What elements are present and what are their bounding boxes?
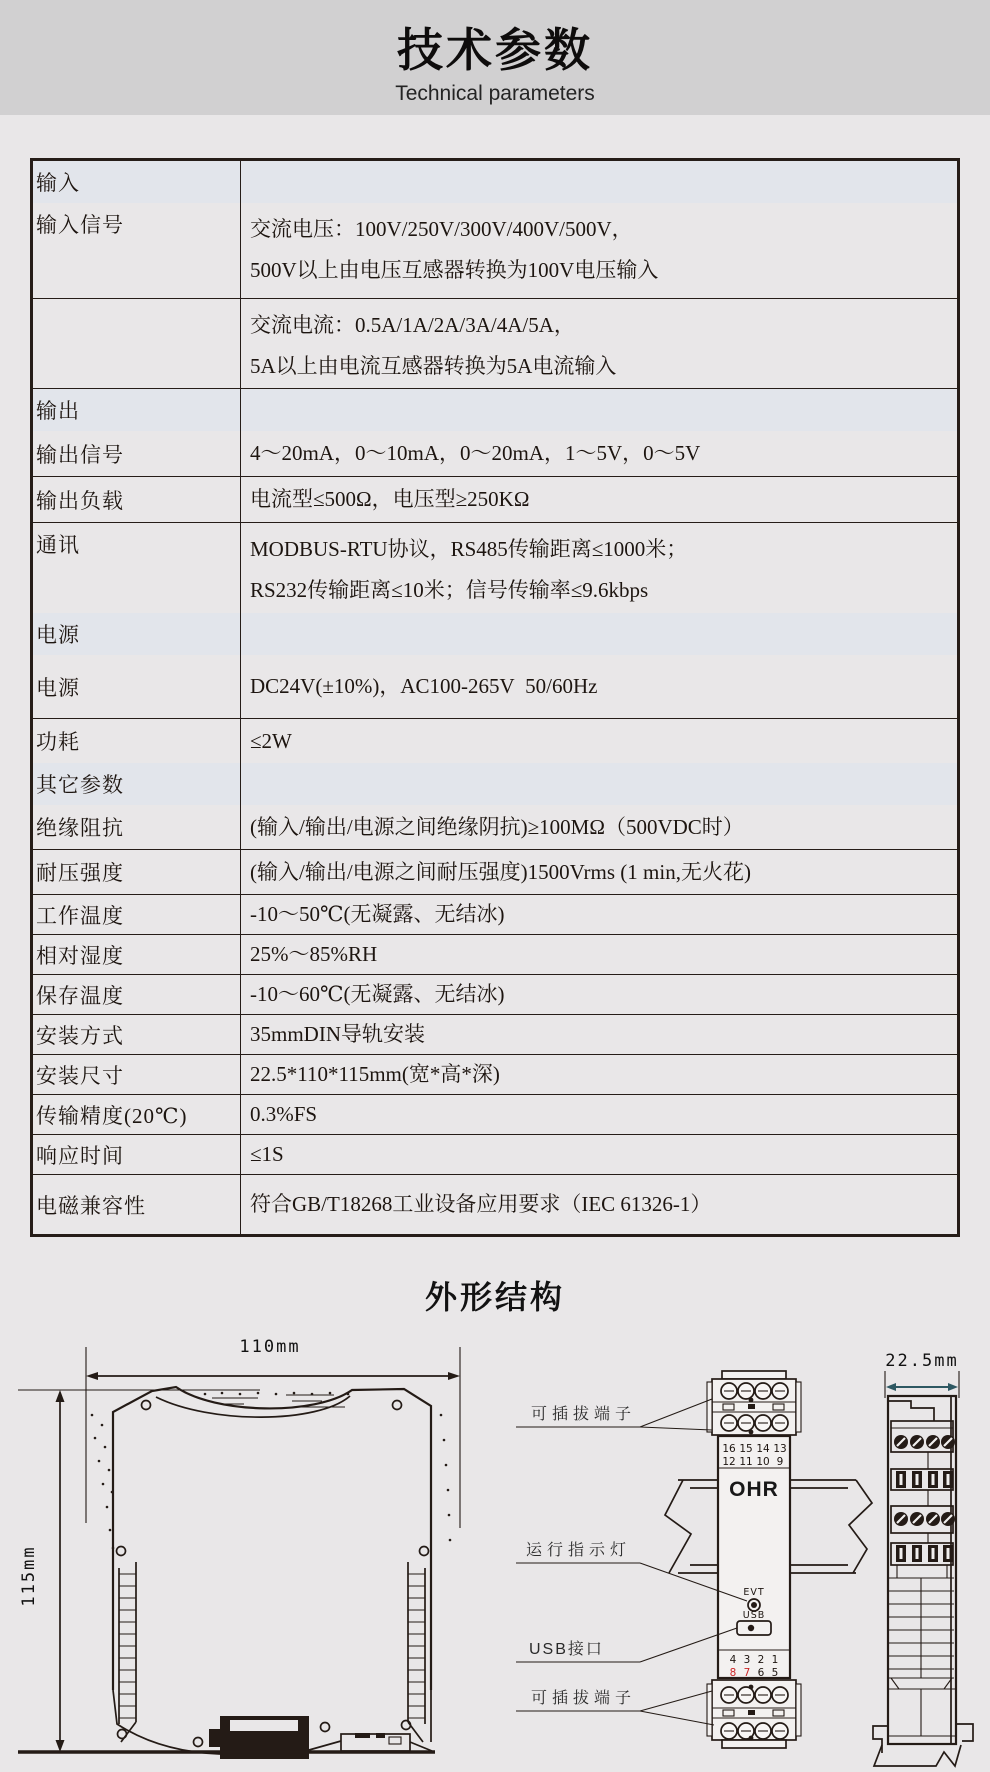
spec-data-row — [33, 477, 957, 523]
profile-terminal-row-1 — [891, 1421, 955, 1452]
spec-value: DC24V(±10%)，AC100-265V 50/60Hz — [250, 674, 598, 698]
terminal-number-red: 7 — [743, 1667, 751, 1679]
terminal-number: 14 — [756, 1443, 770, 1455]
spec-data-row — [33, 1135, 957, 1175]
dimension-arrow-left-icon — [86, 1372, 98, 1380]
left-outline-drawing — [18, 1337, 460, 1759]
spec-value: -10～50℃(无凝露、无结冰) — [250, 902, 505, 926]
width-dimension-label: 110mm — [239, 1337, 301, 1357]
spec-value: 符合GB/T18268工业设备应用要求（IEC 61326-1） — [250, 1192, 712, 1216]
header-band — [0, 0, 990, 115]
spec-data-row — [33, 975, 957, 1015]
spec-label: 安装方式 — [33, 1015, 241, 1054]
spec-data-row — [33, 655, 957, 719]
callout-pluggable-terminal-bottom — [516, 1688, 714, 1725]
vent-slots-left — [119, 1562, 136, 1742]
page-title: 技术参数 — [397, 24, 593, 76]
spec-data-row — [33, 203, 957, 299]
dimension-arrow-right-icon — [948, 1383, 958, 1391]
usb-port-label: USB — [742, 1610, 766, 1621]
spec-table — [30, 158, 960, 1237]
depth-dimension — [885, 1351, 959, 1398]
spec-value: (输入/输出/电源之间耐压强度)1500Vrms (1 min,无火花) — [250, 859, 751, 884]
spec-label — [33, 299, 241, 388]
profile-slot-row-1 — [891, 1469, 953, 1490]
spec-data-row — [33, 1015, 957, 1055]
spec-label: 电磁兼容性 — [33, 1175, 241, 1234]
spec-data-row — [33, 805, 957, 850]
spec-data-row — [33, 719, 957, 763]
spec-value — [241, 763, 957, 805]
spec-label: 相对湿度 — [33, 935, 241, 974]
spec-label: 电源 — [33, 655, 241, 718]
spec-data-row — [33, 895, 957, 935]
spec-value: MODBUS-RTU协议，RS485传输距离≤1000米； RS232传输距离≤10米；信号传输率≤9.6kbps — [250, 537, 688, 602]
spec-label: 功耗 — [33, 719, 241, 763]
dimension-arrow-up-icon — [56, 1390, 65, 1402]
terminal-number: 4 — [729, 1654, 737, 1666]
callout-label: 可插拔端子 — [531, 1406, 637, 1423]
spec-section-row — [33, 389, 957, 431]
spec-value: 22.5*110*115mm(宽*高*深) — [250, 1062, 500, 1086]
screw-holes — [117, 1401, 429, 1747]
module-front-body — [718, 1436, 790, 1678]
spec-label: 耐压强度 — [33, 850, 241, 894]
spec-value: 交流电流：0.5A/1A/2A/3A/4A/5A， 5A以上由电流互感器转换为5A电流输入 — [250, 313, 617, 378]
spec-value: ≤1S — [250, 1142, 284, 1166]
bottom-terminal-block — [707, 1680, 801, 1748]
spec-value — [241, 161, 957, 203]
callout-label: 可插拔端子 — [531, 1690, 637, 1707]
terminal-number: 5 — [771, 1667, 779, 1679]
spec-label: 输出 — [33, 389, 241, 431]
spec-value: 4～20mA，0～10mA，0～20mA，1～5V，0～5V — [250, 441, 701, 465]
terminal-number: 1 — [771, 1654, 779, 1666]
profile-terminal-row-2 — [891, 1506, 955, 1533]
evt-label: EVT — [743, 1587, 765, 1598]
height-dimension — [19, 1390, 65, 1752]
callout-pluggable-terminal-top — [516, 1399, 712, 1430]
terminal-number: 16 — [722, 1443, 736, 1455]
terminal-number: 15 — [739, 1443, 753, 1455]
spec-data-row — [33, 431, 957, 477]
bottom-right-box — [341, 1733, 410, 1751]
spec-data-row — [33, 523, 957, 613]
spec-section-row — [33, 161, 957, 203]
spec-label: 响应时间 — [33, 1135, 241, 1174]
profile-slot-row-2 — [891, 1543, 953, 1565]
height-dimension-label: 115mm — [19, 1545, 39, 1607]
spec-value: 0.3%FS — [250, 1102, 318, 1126]
callout-usb-interface — [516, 1628, 737, 1662]
module-side-outline — [18, 1387, 451, 1759]
spec-label: 通讯 — [33, 523, 241, 613]
spec-value: (输入/输出/电源之间绝缘阴抗)≥100MΩ（500VDC时） — [250, 814, 744, 839]
spec-label: 输出信号 — [33, 431, 241, 476]
terminal-number-red: 8 — [729, 1667, 737, 1679]
spec-data-row — [33, 935, 957, 975]
top-terminal-block — [707, 1371, 801, 1435]
dimension-arrow-left-icon — [886, 1383, 896, 1391]
spec-label: 传输精度(20℃) — [33, 1095, 241, 1134]
spec-data-row — [33, 1175, 957, 1234]
spec-label: 电源 — [33, 613, 241, 655]
front-view-drawing — [516, 1371, 872, 1748]
spec-label: 安装尺寸 — [33, 1055, 241, 1094]
spec-value — [241, 613, 957, 655]
terminal-number: 10 — [756, 1456, 770, 1468]
terminal-number: 3 — [743, 1654, 751, 1666]
terminal-number: 2 — [757, 1654, 765, 1666]
spec-label: 输出负载 — [33, 477, 241, 522]
spec-data-row — [33, 1055, 957, 1095]
spec-data-row — [33, 299, 957, 389]
spec-label: 输入信号 — [33, 203, 241, 298]
spec-data-row — [33, 850, 957, 895]
terminal-number: 12 — [722, 1456, 736, 1468]
depth-dimension-label: 22.5mm — [885, 1351, 959, 1371]
spec-section-row — [33, 763, 957, 805]
dimension-arrow-down-icon — [56, 1740, 65, 1752]
page-subtitle: Technical parameters — [395, 82, 595, 105]
spec-section-row — [33, 613, 957, 655]
outline-drawings — [0, 1330, 990, 1772]
side-view-drawing — [873, 1351, 973, 1766]
spec-value: 35mmDIN导轨安装 — [250, 1022, 425, 1046]
spec-label: 输入 — [33, 161, 241, 203]
terminal-number: 13 — [773, 1443, 787, 1455]
brand-logo: OHR — [729, 1478, 779, 1501]
spec-data-row — [33, 1095, 957, 1135]
callout-run-indicator — [516, 1541, 747, 1601]
spec-label: 其它参数 — [33, 763, 241, 805]
width-dimension — [18, 1337, 460, 1528]
vent-slots-right — [408, 1562, 425, 1742]
spec-label: 绝缘阻抗 — [33, 805, 241, 849]
callout-label: 运行指示灯 — [526, 1542, 632, 1559]
terminal-number: 9 — [776, 1456, 784, 1468]
spec-value: 电流型≤500Ω，电压型≥250KΩ — [250, 487, 530, 511]
spec-value: 25%～85%RH — [250, 942, 378, 966]
callout-label: USB接口 — [529, 1641, 604, 1658]
spec-value — [241, 389, 957, 431]
spec-value: ≤2W — [250, 728, 292, 753]
terminal-number: 6 — [757, 1667, 765, 1679]
dimension-arrow-right-icon — [448, 1372, 460, 1380]
spec-value: 交流电压：100V/250V/300V/400V/500V， 500V以上由电压互感器转换为100V电压输入 — [250, 217, 659, 282]
spec-value: -10～60℃(无凝露、无结冰) — [250, 982, 505, 1006]
spec-label: 保存温度 — [33, 975, 241, 1014]
terminal-number: 11 — [739, 1456, 753, 1468]
dotted-guides — [91, 1392, 452, 1550]
outline-section-title: 外形结构 — [424, 1279, 565, 1315]
spec-label: 工作温度 — [33, 895, 241, 934]
ribbed-housing — [888, 1578, 955, 1736]
